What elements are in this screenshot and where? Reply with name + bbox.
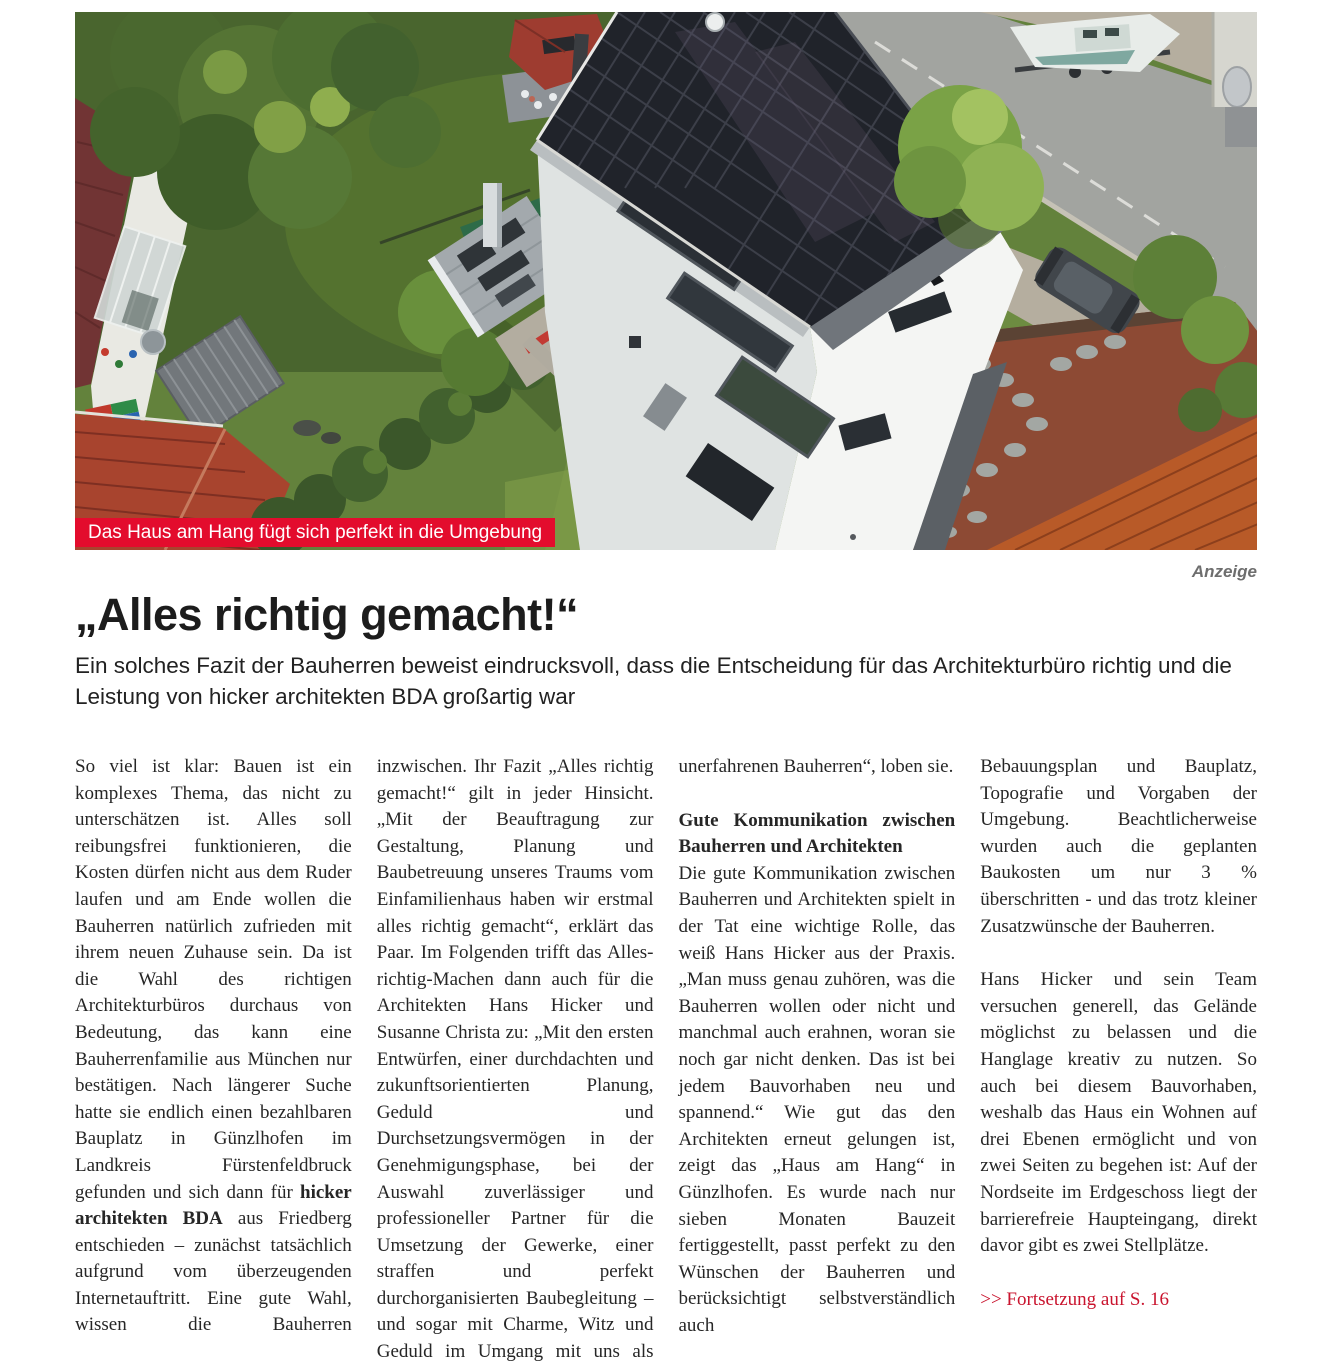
garden-furniture [321, 432, 341, 444]
paddling-pool [141, 330, 165, 354]
text-segment: inzwischen. Ihr Fazit „Alles richtig gemacht!“ gilt in jeder Hinsicht. „Mit der Beauftragung zur Gestaltung, Planung und Baubetreuung unseres Traums vom Einfamilienhaus haben wir erstmal alles richtig gemacht“, erklärt das Paar. Im Folgenden trifft das Alles-richtig-Machen dann auch für die Architekten Hans Hicker und Susanne Christa zu: „Mit den ersten Entwürfen, einer durchdachten und zukunftsorientierten Planung, Geduld und Durchsetzungsvermögen in der Genehmigungsphase, bei der Auswahl zuverlässiger und professioneller Partner für die Umsetzung der Gewerke, einer straffen und perfekt durchorganisierten Baubegleitung – und sogar mit Charme, Witz und Geduld im Umgang mit uns als [376, 756, 654, 1363]
article-paragraph [75, 754, 352, 1339]
article-column-3 [679, 754, 956, 1366]
article-column-2 [377, 754, 654, 1366]
text-segment: Hans Hicker und sein Team versuchen generell, das Gelände möglichst zu belassen und die Hanglage kreativ zu nutzen. So auch bei diesem Bauvorhaben, weshalb das Haus ein Wohnen auf drei Ebenen ermöglicht und von zwei Seiten zu begehen ist: Auf der Nordseite im Erdgeschoss liegt der barrierefreie Haupteingang, direkt davor gibt es zwei Stellplätze. [980, 969, 1257, 1257]
aerial-photo-illustration [75, 12, 1257, 550]
text-segment: unerfahrenen Bauherren“, loben sie. [678, 756, 954, 777]
bold-text: hicker architekten BDA [75, 1181, 352, 1230]
advert-label: Anzeige [1191, 562, 1257, 581]
article-paragraph [679, 754, 956, 781]
article-columns [75, 754, 1257, 1366]
hero-photo [75, 12, 1257, 550]
garden-furniture [293, 420, 321, 436]
article-column-4 [980, 754, 1257, 1366]
bold-text: Gute Kommunikation zwischen Bauherren und Architekten [678, 809, 956, 858]
text-segment: aus Friedberg entschieden – zunächst tatsächlich aufgrund vom überzeugenden Internetauftritt. Eine gute Wahl, wissen die Bauherren [75, 1208, 352, 1336]
photo-caption-text: Das Haus am Hang fügt sich perfekt in die Umgebung [88, 522, 543, 543]
magazine-page [75, 12, 1257, 1366]
subheadline: Ein solches Fazit der Bauherren beweist eindrucksvoll, dass die Entscheidung für das Architekturbüro richtig und die Leistung von hicker architekten BDA großartig war [75, 653, 1232, 709]
article-paragraph [980, 967, 1257, 1260]
article-paragraph [980, 754, 1257, 940]
photo-caption-banner [75, 518, 555, 547]
continuation-link[interactable] [980, 1287, 1257, 1314]
article-paragraph [679, 861, 956, 1340]
article-paragraph [377, 754, 654, 1366]
headline: „Alles richtig gemacht!“ [75, 589, 579, 640]
text-segment: Bebauungsplan und Bauplatz, Topografie und Vorgaben der Umgebung. Beachtlicherweise wurden auch die geplanten Baukosten um nur 3 % überschritten - und das trotz kleiner Zusatzwünsche der Bauherren. [980, 756, 1257, 937]
text-segment: So viel ist klar: Bauen ist ein komplexes Thema, das nicht zu unterschätzen ist. Alles soll reibungsfrei funktionieren, die Kosten dürfen nicht aus dem Ruder laufen und am Ende wollen die Bauherren natürlich zufrieden mit ihrem neuen Zuhause sein. Da ist die Wahl des richtigen Architekturbüros durchaus von Bedeutung, das kann eine Bauherrenfamilie aus München nur bestätigen. Nach längerer Suche hatte sie endlich einen bezahlbaren Bauplatz in Günzlhofen im Landkreis Fürstenfeldbruck gefunden und sich dann für [75, 756, 352, 1203]
satellite-dish [706, 13, 724, 31]
section-heading [679, 808, 956, 861]
text-segment: >> Fortsetzung auf S. 16 [980, 1288, 1169, 1310]
text-segment: Die gute Kommunikation zwischen Bauherren und Architekten spielt in der Tat eine wichtige Rolle, das weiß Hans Hicker aus der Praxis. „Man muss genau zuhören, was die Bauherren wollen oder nicht und manchmal auch erahnen, woran sie noch gar nicht denken. Das ist bei jedem Bauvorhaben neu und spannend.“ Wie gut das den Architekten erneut gelungen ist, zeigt das „Haus am Hang“ in Günzlhofen. Es wurde nach nur sieben Monaten Bauzeit fertiggestellt, passt perfekt zu den Wünschen der Bauherren und berücksichtigt selbstverständlich auch [678, 862, 956, 1336]
article-column-1 [75, 754, 352, 1366]
